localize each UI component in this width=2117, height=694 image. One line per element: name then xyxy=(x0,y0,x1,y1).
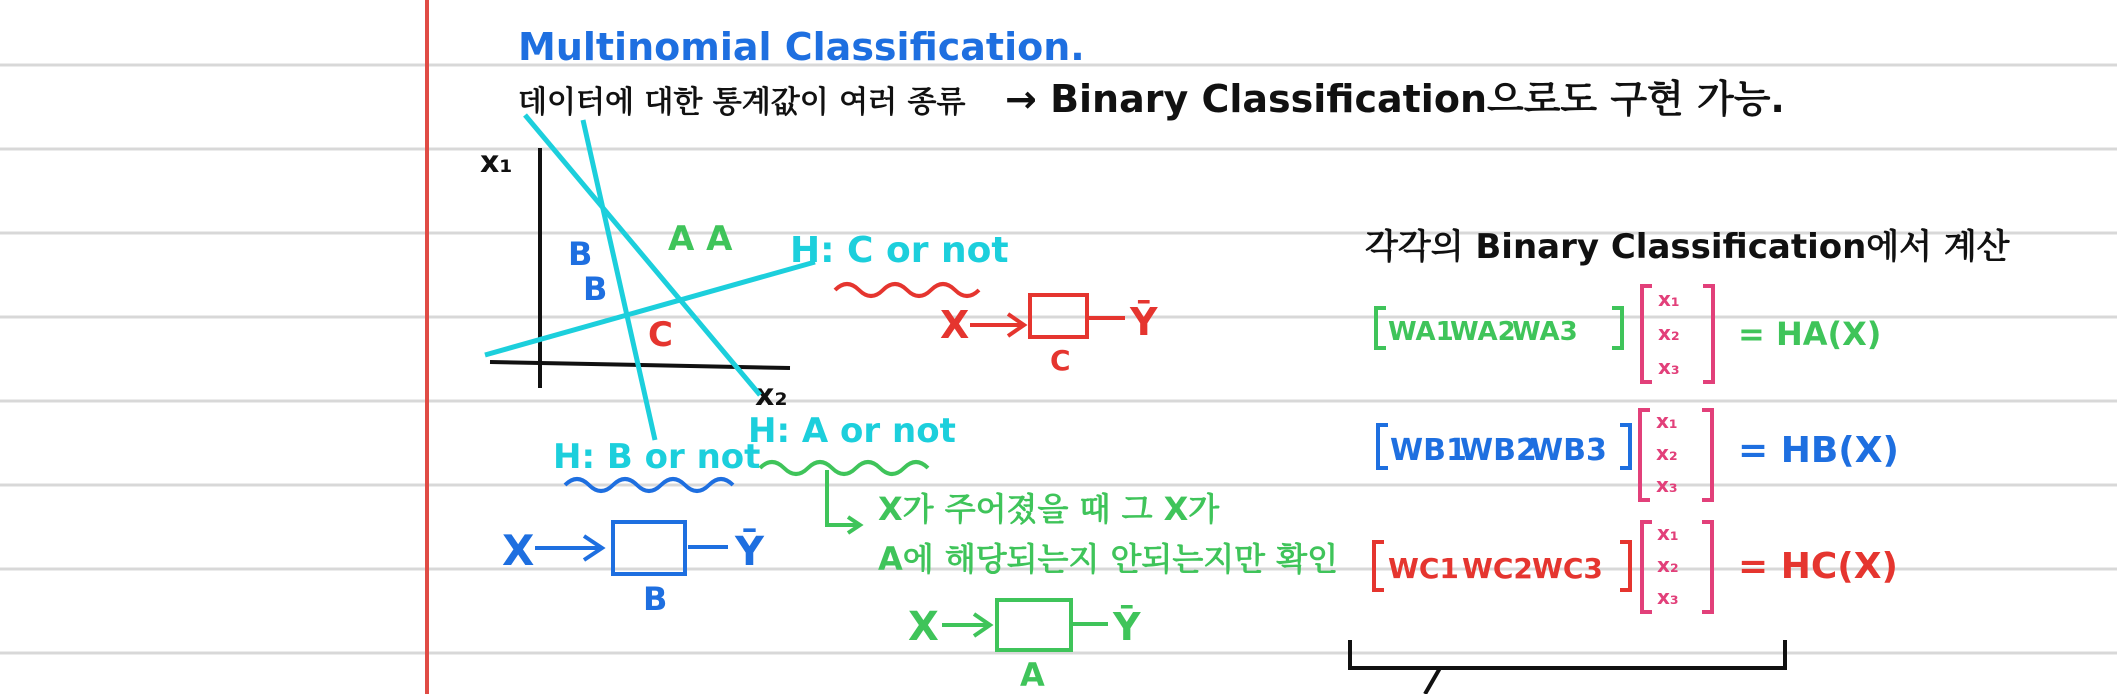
classifier-c-output: Ȳ xyxy=(1130,300,1158,344)
arrow-note: → Binary Classification으로도 구현 가능. xyxy=(1005,77,1785,121)
point-b-2: B xyxy=(583,270,608,308)
vector-a-x3: x₃ xyxy=(1658,355,1680,379)
point-c: C xyxy=(648,315,673,355)
classifier-a-output: Ȳ xyxy=(1113,605,1141,649)
graph-axes xyxy=(490,148,790,388)
vector-c-x3: x₃ xyxy=(1657,585,1679,609)
subtitle: 데이터에 대한 통계값이 여러 종류 xyxy=(518,85,966,120)
weight-c3: WC3 xyxy=(1532,552,1603,585)
weight-c1: WC1 xyxy=(1388,552,1459,585)
vector-b-x2: x₂ xyxy=(1656,441,1678,465)
x2-axis-label: x₂ xyxy=(755,378,788,413)
h-b-label: H: B or not xyxy=(553,437,761,477)
classifier-c-name: C xyxy=(1050,344,1071,377)
note-arrow xyxy=(827,470,858,525)
classifier-c-input: X xyxy=(940,303,970,347)
weight-a2: WA2 xyxy=(1450,317,1516,347)
classifier-a-name: A xyxy=(1020,656,1045,694)
h-c-label: H: C or not xyxy=(790,230,1009,271)
h-a-underline xyxy=(760,462,928,474)
result-c: = HC(X) xyxy=(1738,546,1898,587)
x1-axis-label: x₁ xyxy=(480,145,513,180)
vector-b-x3: x₃ xyxy=(1656,473,1678,497)
result-b: = HB(X) xyxy=(1738,430,1899,471)
weight-c2: WC2 xyxy=(1462,552,1533,585)
weight-a1: WA1 xyxy=(1388,317,1454,347)
matrix-row-a xyxy=(1376,286,1881,382)
classifier-c xyxy=(940,295,1158,377)
matrix-row-c xyxy=(1374,521,1898,612)
h-c-underline xyxy=(835,284,979,296)
classifier-b-input: X xyxy=(502,526,535,575)
result-a: = HA(X) xyxy=(1738,315,1882,353)
vector-a-x1: x₁ xyxy=(1658,287,1680,311)
grouping-brace xyxy=(1350,640,1785,694)
weight-b2: WB2 xyxy=(1460,433,1537,468)
point-a: A A xyxy=(668,219,733,259)
page-title: Multinomial Classification. xyxy=(518,25,1085,69)
weight-b3: WB3 xyxy=(1530,433,1607,468)
weight-b1: WB1 xyxy=(1390,433,1467,468)
h-a-label: H: A or not xyxy=(748,411,956,451)
classifier-a-input: X xyxy=(908,604,939,650)
note-line-1: X가 주어졌을 때 그 X가 xyxy=(878,490,1220,528)
point-b-1: B xyxy=(568,235,593,273)
vector-c-x2: x₂ xyxy=(1657,553,1679,577)
classifier-b-name: B xyxy=(643,580,668,618)
vector-a-x2: x₂ xyxy=(1658,321,1680,345)
vector-c-x1: x₁ xyxy=(1657,521,1679,545)
vector-b-x1: x₁ xyxy=(1656,409,1678,433)
classifier-a xyxy=(908,600,1141,694)
right-heading: 각각의 Binary Classification에서 계산 xyxy=(1365,227,2010,267)
weight-a3: WA3 xyxy=(1512,317,1578,347)
note-line-2: A에 해당되는지 안되는지만 확인 xyxy=(878,540,1339,578)
classifier-b-output: Ȳ xyxy=(735,529,764,575)
